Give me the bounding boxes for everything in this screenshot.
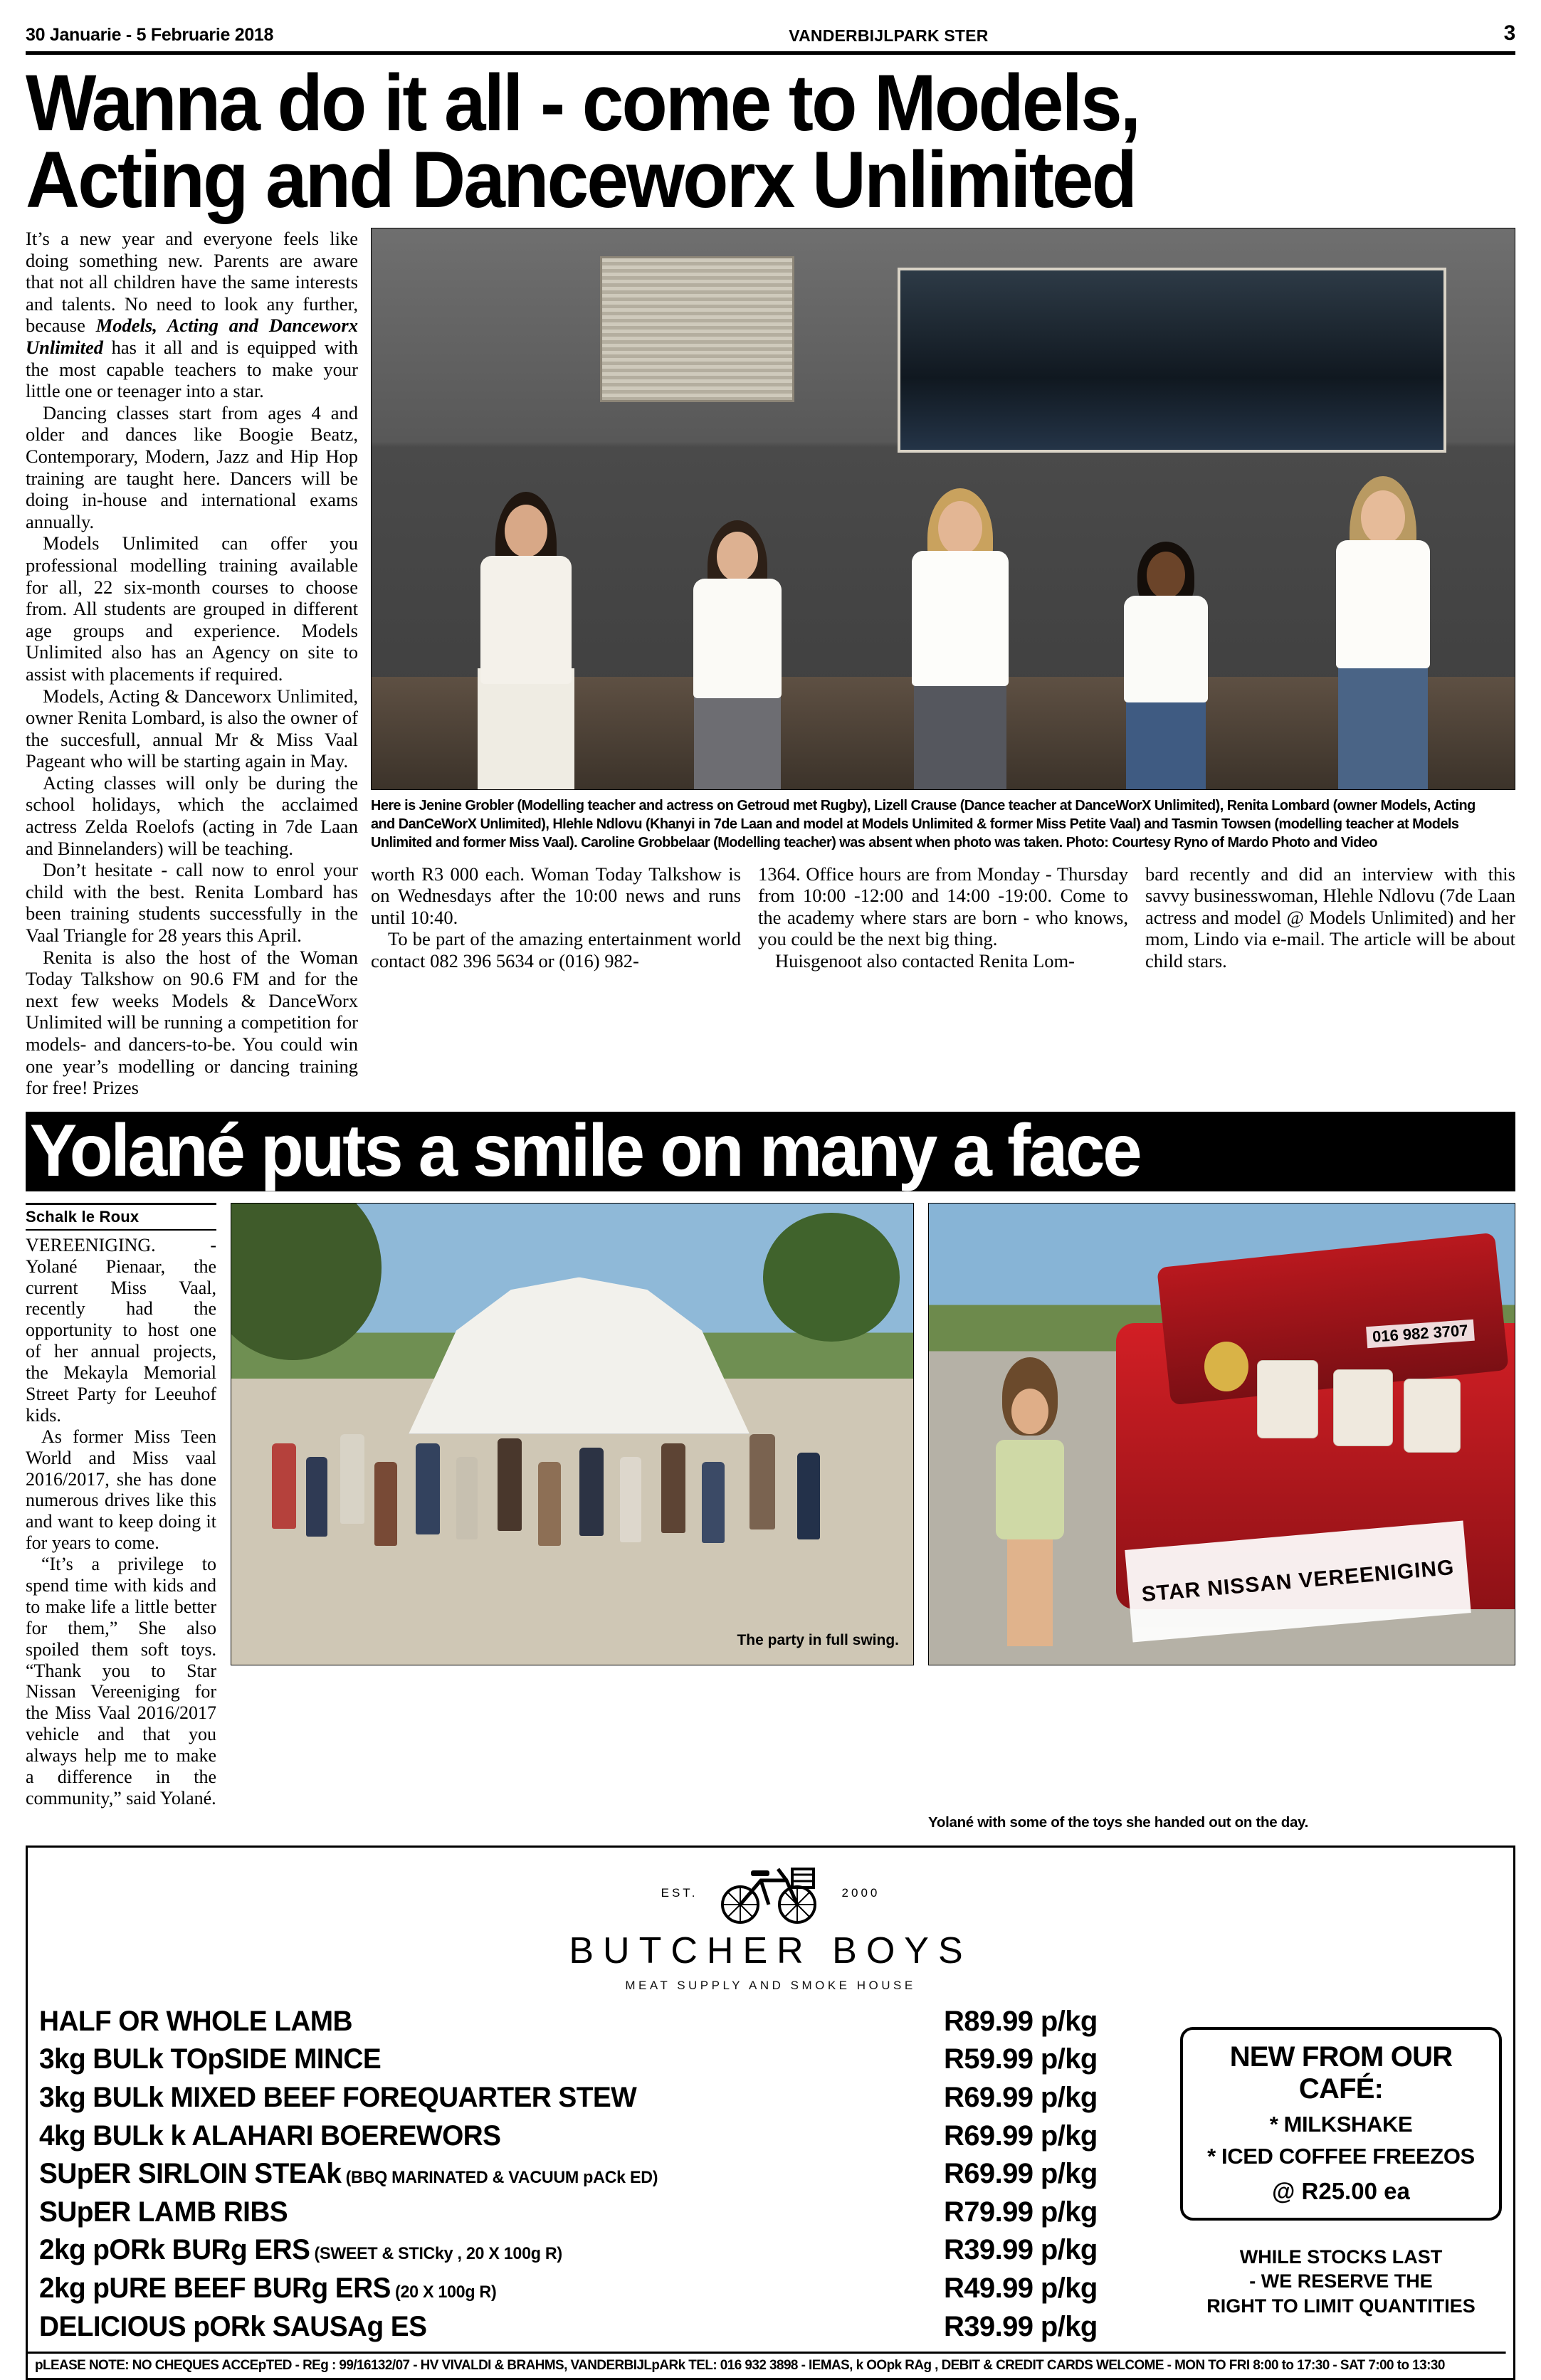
est-label: EST. [661,1886,698,1900]
article1-paragraph-2: Dancing classes start from ages 4 and older and dances like Boogie Beatz, Contemporary, Modern, Jazz and Hip Hop training are taught here. Dancers will be doing in-house and international exams annually. [26,401,358,532]
cafe-item-1: * MILKSHAKE [1269,2111,1413,2137]
masthead-rule [26,51,1515,55]
price-item-value: R59.99 p/kg [944,2043,1098,2075]
model-figure [987,1314,1073,1646]
cafe-item-2: * ICED COFFEE FREEZOS [1207,2143,1475,2169]
price-item-name: DELICIOUS pORk SAUSAg ES [39,2310,427,2342]
article1-bottom-c2-p1: 1364. Office hours are from Monday - Thursday from 10:00 -12:00 and 14:00 -19:00. Come to the academy where stars are born - who knows, you could be the next big thing. [758,863,1128,950]
price-item-value: R39.99 p/kg [944,2234,1098,2266]
article2-photo1-wrap [231,1203,914,1809]
article2-photo-party [231,1203,914,1665]
article2-photo2-wrap [928,1203,1515,1809]
photo-person-3 [863,341,1058,789]
price-item-name: 4kg BULk k ALAHARI BOEREWORS [39,2120,501,2152]
star-nissan-decal: STAR NISSAN VEREENIGING [1125,1521,1471,1643]
photo-person-2 [646,386,829,789]
cafe-promo-box [1180,2027,1502,2221]
advert-price-list [39,2003,1167,2346]
price-row [39,2117,1157,2156]
article2-photo1-inline-caption: The party in full swing. [737,1631,899,1648]
headline-line-1: Wanna do it all - come to Models, [26,58,1140,147]
photo-window-blind [600,256,794,402]
advert-right-column [1167,2003,1502,2346]
article1-paragraph-5: Acting classes will only be during the school holidays, which the acclaimed actress Zelda Roelofs (acting in 7de Laan and Binnelanders) will be teaching. [26,772,358,859]
price-item-value: R49.99 p/kg [944,2272,1098,2304]
price-item-name: SUpER LAMB RIBS [39,2196,288,2228]
article1-top [26,228,1515,1099]
price-row [39,2155,1157,2194]
article1-photo-wrap [371,228,1515,1099]
article2-photo-car [928,1203,1515,1665]
stock-line-3: RIGHT TO LIMIT QUANTITIES [1206,2295,1476,2317]
price-item-value: R69.99 p/kg [944,2120,1098,2152]
article1-paragraph-7: Renita is also the host of the Woman Today Talkshow on 90.6 FM and for the next few weeks Models & DanceWorx Unlimited will be running a competition for models- and dancers-to-be. You could win one year’s modelling or dancing training for free! Prizes [26,946,358,1099]
article1-bottom-c3-p1: bard recently and did an interview with this savvy businesswoman, Hlehle Ndlovu (7de Laan actress and model @ Models Unlimited) and her mom, Lindo via e-mail. The article will be about child stars. [1145,863,1515,972]
price-row [39,2079,1157,2117]
article1-bottom-c1-p1: worth R3 000 each. Woman Today Talkshow is on Wednesdays after the 10:00 news and runs until 10:40. [371,863,741,928]
bicycle-icon [717,1859,824,1928]
crowd-person [416,1443,440,1534]
article1-column-1 [26,228,358,1099]
price-row [39,2231,1157,2270]
masthead-page-number: 3 [1503,21,1515,45]
article2-caption-row [26,1809,1515,1831]
article1-photo [371,228,1515,790]
price-item-value: R69.99 p/kg [944,2082,1098,2114]
price-row [39,2003,1157,2041]
crowd-person [374,1462,397,1546]
crowd-person [306,1457,327,1537]
article2-text [26,1235,216,1809]
crowd-person [272,1443,296,1529]
tree-right [763,1213,900,1342]
price-item-value: R39.99 p/kg [944,2310,1098,2342]
advert-brand-name: BUTCHER BOYS [569,1929,972,1971]
price-item-name: 3kg BULk MIXED BEEF FOREQUARTER STEW [39,2082,637,2114]
price-row [39,2270,1157,2308]
article1-paragraph-4: Models, Acting & Danceworx Unlimited, owner Renita Lombard, is also the owner of the succesfull, annual Mr & Miss Vaal Pageant who will be starting again in May. [26,685,358,772]
stock-disclaimer [1180,2245,1502,2319]
article2-paragraph-2: As former Miss Teen World and Miss vaal 2016/2017, she has done numerous drives like this and want to keep doing it for years to come. [26,1426,216,1554]
price-item-value: R89.99 p/kg [944,2005,1098,2037]
price-row [39,2194,1157,2232]
teddy-bear [1204,1342,1248,1391]
article1-paragraph-3: Models Unlimited can offer you professional modelling training available for all, 22 six-month courses to choose from. All students are grouped in different age groups and experience. Models Unlimited also has an Agency on site to assist with placements if required. [26,532,358,685]
article2-headline: Yolané puts a smile on many a face [29,1111,1140,1191]
stock-line-2: - WE RESERVE THE [1249,2270,1433,2292]
crowd-person [538,1462,561,1546]
toy-bag [1333,1369,1393,1446]
price-item-name: 3kg BULk TOpSIDE MINCE [39,2043,382,2075]
price-item-value: R69.99 p/kg [944,2158,1098,2190]
crowd-person [750,1434,775,1529]
crowd-person [797,1453,820,1539]
price-item-value: R79.99 p/kg [944,2196,1098,2228]
price-item-name: 2kg pORk BURg ERS (SWEET & STICky , 20 X 100g R) [39,2234,562,2266]
article1-paragraph-1 [26,228,358,402]
stock-line-1: WHILE STOCKS LAST [1239,2245,1443,2268]
crowd-person [579,1448,604,1536]
est-year: 2000 [841,1886,880,1900]
crowd-person [661,1443,685,1533]
article1-p1-tail: has it all and is equipped with the most capable teachers to make your little one or teenager into a star. [26,337,358,402]
masthead [26,0,1515,51]
article1-bottom-c1-p2: To be part of the amazing entertainment world contact 082 396 5634 or (016) 982- [371,928,741,972]
article1-paragraph-6: Don’t hesitate - call now to enrol your child with the best. Renita Lombard has been training students successfully in the Vaal Triangle for 28 years this April. [26,859,358,947]
crowd-person [498,1438,522,1531]
toy-bag [1404,1379,1461,1453]
crowd-person [702,1462,725,1543]
cafe-price: @ R25.00 ea [1272,2177,1410,2204]
byline-rule-bottom [26,1229,216,1231]
crowd-person [456,1457,478,1539]
butcher-boys-advert [26,1845,1515,2380]
masthead-publication: VANDERBIJLPARK STER [789,26,989,45]
article2-text-column [26,1203,216,1809]
article2-paragraph-1: VEREENIGING. - Yolané Pienaar, the current Miss Vaal, recently had the opportunity to host one of her annual projects, the Mekayla Memorial Street Party for Leeuhof kids. [26,1234,216,1426]
advert-brand-tagline: MEAT SUPPLY AND SMOKE HOUSE [625,1978,916,1992]
advert-bike-row [28,1859,1513,1928]
article1-emphasis: Models, Acting and Danceworx Unlimited [26,315,358,358]
crowd-person [340,1434,364,1524]
crowd-person [620,1457,641,1542]
advert-logo-block [28,1848,1513,1996]
masthead-date: 30 Januarie - 5 Februarie 2018 [26,25,274,45]
price-item-name: SUpER SIRLOIN STEAk (BBQ MARINATED & VACUUM pACk ED) [39,2158,658,2190]
price-item-name: HALF OR WHOLE LAMB [39,2005,352,2037]
headline-line-2: Acting and Danceworx Unlimited [26,135,1136,224]
advert-body [28,1996,1513,2346]
price-item-name: 2kg pURE BEEF BURg ERS (20 X 100g R) [39,2272,497,2304]
cafe-title: NEW FROM OUR CAFÉ: [1229,2041,1453,2105]
advert-footer-note: pLEASE NOTE: NO CHEQUES ACCEpTED - REg : 99/16132/07 - HV VIVALDI & BRAHMS, VANDERBIJLpARk TEL: 016 932 3898 - IEMAS, k OOpk RAg , DEBIT & CREDIT CARDS WELCOME - MON TO FRI 8:00 to 17:30 - SAT 7:00 to 13:30 [28,2352,1506,2378]
article1-photo-caption: Here is Jenine Grobler (Modelling teacher and actress on Getroud met Rugby), Lizell Crause (Dance teacher at DanceWorX Unlimited), Renita Lombard (owner Models, Acting and DanCeWorX Unlimited), Hlehle Ndlovu (Khanyi in 7de Laan and model at Models Unlimited & former Miss Petite Vaal) and Tasmin Towsen (modelling teacher at Models Unlimited and former Miss Vaal). Caroline Grobbelaar (Modelling teacher) was absent when photo was taken. Photo: Courtesy Ryno of Mardo Photo and Video [371,797,1476,851]
article1-bottom-c2-p2: Huisgenoot also contacted Renita Lom- [775,949,1075,972]
article1-bottom-col-2 [758,863,1128,972]
toy-bag [1257,1360,1318,1438]
article2-headline-banner [26,1112,1515,1191]
article1-headline [26,58,1426,224]
article2-photo2-caption: Yolané with some of the toys she handed out on the day. [928,1813,1309,1831]
article2-paragraph-3: “It’s a privilege to spend time with kids and to make life a little better for them,” She also spoiled them soft toys. “Thank you to Star Nissan Vereeniging for the Miss Vaal 2016/2017 vehicle and that you always help me to make a difference in the community,” said Yolané. [26,1554,216,1808]
article2-body [26,1203,1515,1809]
photo-person-1 [428,363,623,789]
article1-bottom-col-1 [371,863,741,972]
article1-p1-head: It’s a new year and everyone feels like doing something new. Parents are aware that not all children have the same interests and talents. No need to look any further, because [26,228,358,337]
price-row [39,2041,1157,2079]
photo-person-5 [1286,318,1480,789]
price-row [39,2308,1157,2347]
article1-bottom-col-3 [1145,863,1515,972]
article1-bottom-columns [371,863,1515,972]
article2-byline: Schalk le Roux [26,1207,140,1226]
photo-person-4 [1080,441,1252,789]
car-phone-decal: 016 982 3707 [1366,1320,1474,1348]
